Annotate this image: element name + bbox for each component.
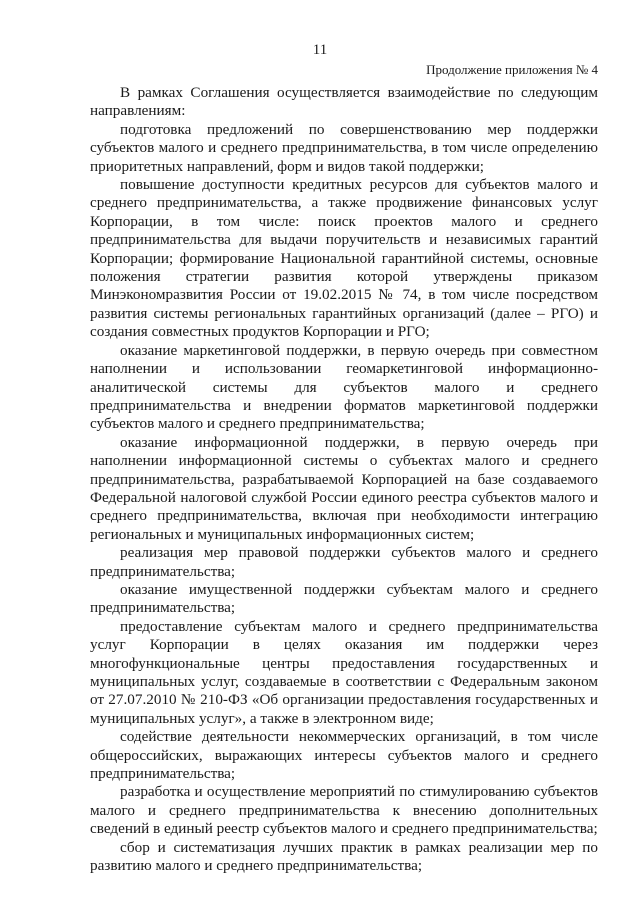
document-body (90, 84, 598, 875)
paragraph-best-practices: сбор и систематизация лучших практик в рамках реализации мер по развитию малого и среднего предпринимательства; (90, 838, 598, 875)
paragraph-mfc-services: предоставление субъектам малого и среднего предпринимательства услуг Корпорации в целях оказания им поддержки через многофункциональные центры предоставления государственных и муниципальных услуг, создаваемые в соответствии с Федеральным законом от 27.07.2010 № 210-ФЗ «Об организации предоставления государственных и муниципальных услуг», а также в электронном виде; (90, 617, 598, 727)
paragraph-information-support: оказание информационной поддержки, в первую очередь при наполнении информационной системы о субъектах малого и среднего предпринимательства, разрабатываемой Корпорацией на базе создаваемого Федеральной налоговой службой России единого реестра субъектов малого и среднего предпринимательства, включая при необходимости интеграцию региональных и муниципальных информационных систем; (90, 433, 598, 543)
paragraph-property-support: оказание имущественной поддержки субъектам малого и среднего предпринимательства; (90, 580, 598, 617)
page-number: 11 (312, 42, 328, 58)
paragraph-marketing-support: оказание маркетинговой поддержки, в первую очередь при совместном наполнении и использовании геомаркетинговой информационно-аналитической системы для субъектов малого и среднего предпринимательства и внедрении форматов маркетинговой поддержки субъектов малого и среднего предпринимательства; (90, 341, 598, 433)
paragraph-nonprofit-assistance: содействие деятельности некоммерческих организаций, в том числе общероссийских, выражающих интересы субъектов малого и среднего предпринимательства; (90, 728, 598, 783)
paragraph-credit-access: повышение доступности кредитных ресурсов для субъектов малого и среднего предпринимательства, а также продвижение финансовых услуг Корпорации, в том числе: поиск проектов малого и среднего предпринимательства для выдачи поручительств и независимых гарантий Корпорации; формирование Национальной гарантийной системы, основные положения стратегии развития которой утверждены приказом Минэкономразвития России от 19.02.2015 № 74, в том числе посредством развития системы региональных гарантийных организаций (далее – РГО) и создания совместных продуктов Корпорации и РГО; (90, 176, 598, 341)
paragraph-intro: В рамках Соглашения осуществляется взаимодействие по следующим направлениям: (90, 84, 598, 120)
appendix-continuation-note: Продолжение приложения № 4 (426, 62, 598, 77)
paragraph-registry-stimulation: разработка и осуществление мероприятий по стимулированию субъектов малого и среднего предпринимательства к внесению дополнительных сведений в единый реестр субъектов малого и среднего предпринимательства; (90, 783, 598, 838)
paragraph-legal-support: реализация мер правовой поддержки субъектов малого и среднего предпринимательства; (90, 544, 598, 580)
paragraph-support-measures: подготовка предложений по совершенствованию мер поддержки субъектов малого и среднего предпринимательства, в том числе определению приоритетных направлений, форм и видов такой поддержки; (90, 120, 598, 175)
